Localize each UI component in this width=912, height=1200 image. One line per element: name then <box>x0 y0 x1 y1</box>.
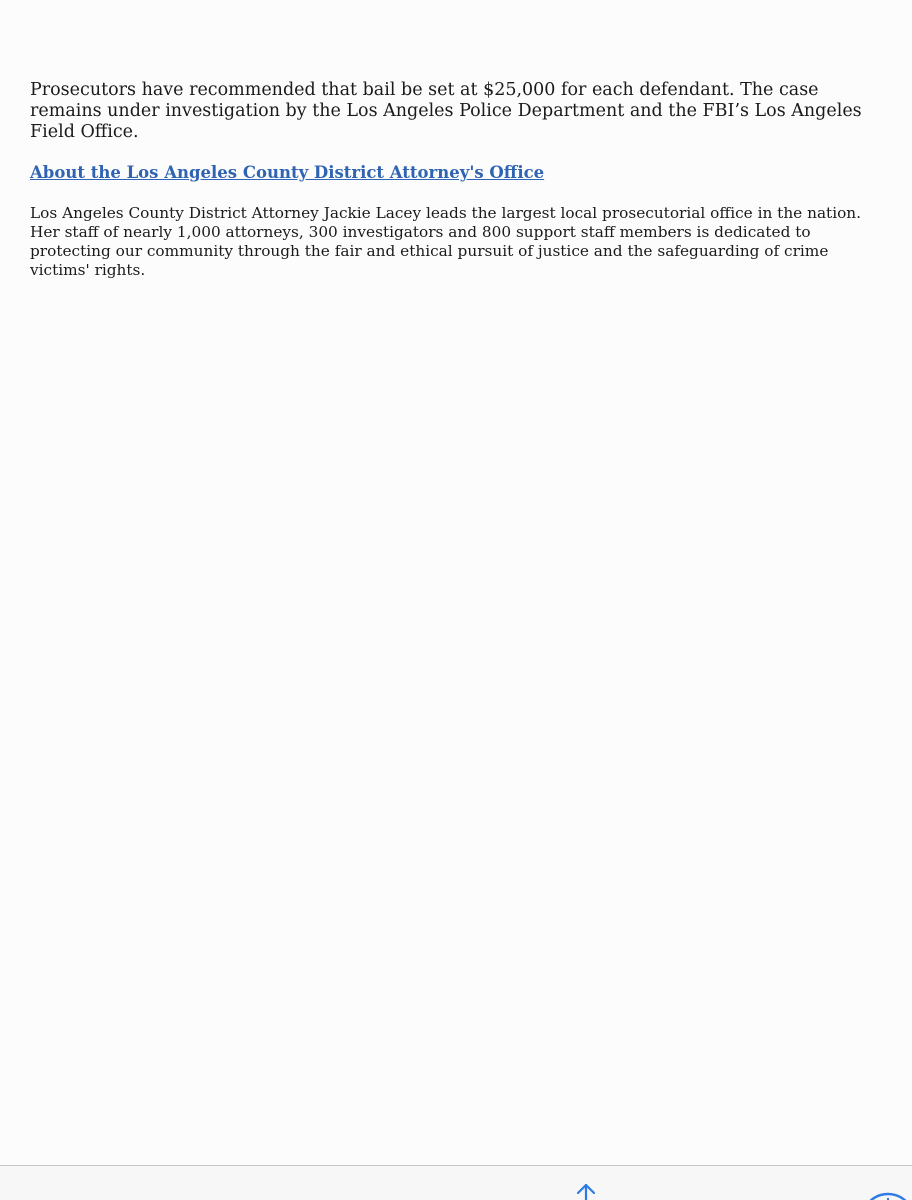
about-da-office-link[interactable]: About the Los Angeles County District Attorney's Office <box>30 163 545 182</box>
share-icon[interactable] <box>572 1183 600 1200</box>
bottom-toolbar <box>0 1165 912 1200</box>
bail-paragraph: Prosecutors have recommended that bail be set at $25,000 for each defendant. The case remains under investigation by the Los Angeles Police Department and the FBI’s Los Angeles Field Office. <box>30 80 862 142</box>
about-paragraph: Los Angeles County District Attorney Jackie Lacey leads the largest local prosecutorial office in the nation. Her staff of nearly 1,000 attorneys, 300 investigators and 800 support staff members is dedicated to protecting our community through the fair and ethical pursuit of justice and the safeguarding of crime victims' rights. <box>30 204 862 279</box>
